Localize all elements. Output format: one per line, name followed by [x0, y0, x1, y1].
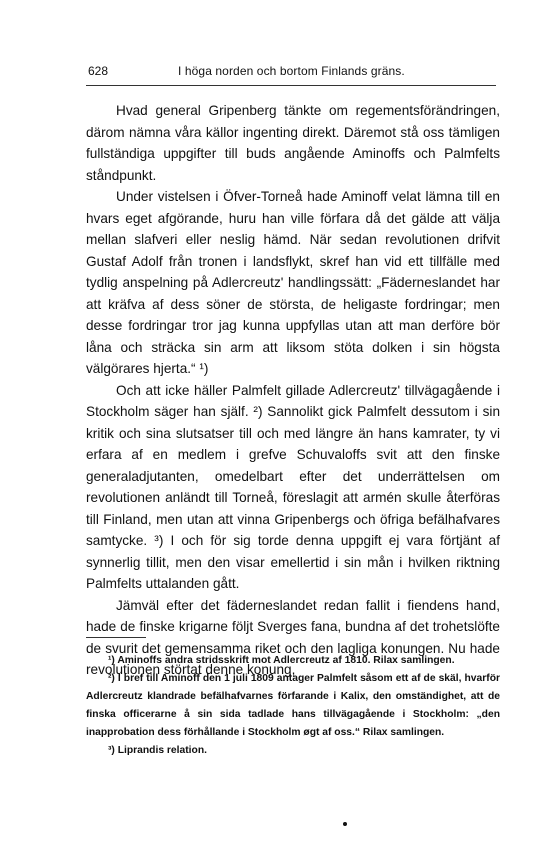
paragraph: Under vistelsen i Öfver-Torneå hade Aminoff velat lämna till en hvars eget afgörande, huru han ville förfara då det gälde att välja mellan slafveri eller neslig hämd. När sedan revolutionen drifvit Gustaf Adolf från tronen i landsflykt, skref han vid ett tillfälle med tydlig anspelning på Adlercreutz' handlingssätt: „Fäderneslandet har att kräfva af dess söner de största, de heligaste fordringar; men desse fordringar tror jag kunna uppfyllas utan att man derföre bör låna och sträcka sin arm att liksom stöta dolken i sin högsta välgörares hjerta.“ ¹)	[86, 189, 500, 376]
paragraph: Hvad general Gripenberg tänkte om regementsförändringen, därom nämna våra källor ingenting direkt. Däremot stå oss tämligen fullständiga uppgifter till buds angående Aminoffs och Palmfelts ståndpunkt.	[86, 103, 500, 183]
footnote: ²) I bref till Aminoff den 1 juli 1809 antager Palmfelt såsom ett af de skäl, hvarför Adlercreutz klandrade befälhafvarnes förfarande i Kalix, den omständighet, att de finska officerarne å sin sida tadlade hans tillvägagående i Stockholm: „den inapprobation dess förhållande i Stockholm øgt af oss.“ Rilax samlingen.	[86, 673, 500, 738]
body-text	[86, 100, 500, 681]
running-title: I höga norden och bortom Finlands gräns.	[178, 64, 405, 78]
running-header	[76, 64, 496, 84]
page-number: 628	[88, 64, 109, 78]
footnote: ³) Liprandis relation.	[108, 745, 207, 756]
header-rule	[86, 85, 496, 86]
footnotes	[86, 652, 500, 760]
footnote-rule	[86, 637, 146, 638]
paragraph: Jämväl efter det fäderneslandet redan fallit i fiendens hand, hade de finske krigarne följt Sverges fana, bundna af det trohetslöfte de svurit det gemensamma riket och den lagliga konungen. Nu hade revolutionen störtat denne konung,	[86, 597, 500, 677]
printer-dot	[343, 822, 347, 826]
footnote: ¹) Aminoffs andra stridsskrift mot Adlercreutz af 1810. Rilax samlingen.	[108, 655, 455, 666]
paragraph: Och att icke häller Palmfelt gillade Adlercreutz' tillvägagående i Stockholm säger han själf. ²) Sannolikt gick Palmfelt dessutom i sin kritik och sina slutsatser till och med längre än hans kamrater, ty vi erfara af en medlem i grefve Schuvaloffs svit att den finske generaladjutanten, omedelbart efter det underrättelsen om revolutionen anländt till Torneå, föreslagit att armén skulle återföras till Finland, men utan att vinna Gripenbergs och öfriga befälhafvares samtycke. ³) I och för sig torde denna uppgift ej vara förtjänt af synnerlig tillit, men den visar emellertid i sin mån i hvilken riktning Palmfelts uttalanden gått.	[86, 382, 500, 591]
